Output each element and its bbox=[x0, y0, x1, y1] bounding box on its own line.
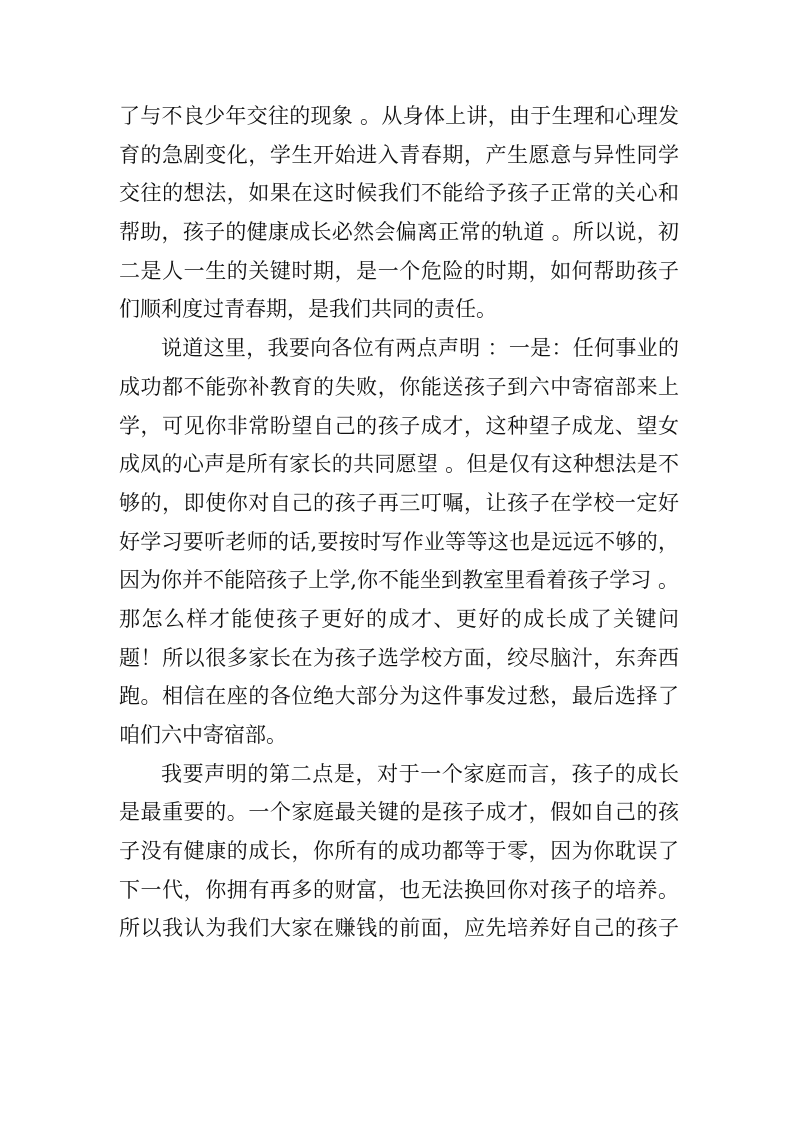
text-line: 下一代，你拥有再多的财富，也无法换回你对孩子的培养。 bbox=[119, 877, 679, 902]
body-text bbox=[119, 97, 679, 948]
text-line: 们顺利度过青春期，是我们共同的责任。 bbox=[119, 297, 497, 322]
text-line: 题！所以很多家长在为孩子选学校方面，绞尽脑汁，东奔西 bbox=[119, 645, 679, 670]
text-line: 帮助，孩子的健康成长必然会偏离正常的轨道 。所以说，初 bbox=[119, 220, 679, 245]
text-line: 那怎么样才能使孩子更好的成才、更好的成长成了关键问 bbox=[119, 606, 679, 631]
paragraph-first-line: 我要声明的第二点是，对于一个家庭而言，孩子的成长 bbox=[161, 761, 679, 786]
text-line: 交往的想法，如果在这时候我们不能给予孩子正常的关心和 bbox=[119, 181, 679, 206]
text-line: 是最重要的。一个家庭最关键的是孩子成才，假如自己的孩 bbox=[119, 800, 679, 825]
text-line: 跑。相信在座的各位绝大部分为这件事发过愁，最后选择了 bbox=[119, 684, 679, 709]
text-line: 子没有健康的成长，你所有的成功都等于零，因为你耽误了 bbox=[119, 839, 679, 864]
text-line: 育的急剧变化，学生开始进入青春期，产生愿意与异性同学 bbox=[119, 142, 679, 167]
text-line: 学，可见你非常盼望自己的孩子成才，这种望子成龙、望女 bbox=[119, 413, 679, 438]
text-line: 所以我认为我们大家在赚钱的前面，应先培养好自己的孩子 bbox=[119, 916, 679, 941]
text-line: 成功都不能弥补教育的失败，你能送孩子到六中寄宿部来上 bbox=[119, 374, 679, 399]
paragraph-first-line: 说道这里，我要向各位有两点声明 ：一是：任何事业的 bbox=[161, 336, 679, 361]
text-line: 因为你并不能陪孩子上学,你不能坐到教室里看着孩子学习 。 bbox=[119, 568, 679, 593]
text-line: 咱们六中寄宿部。 bbox=[119, 723, 287, 747]
text-line: 够的，即使你对自己的孩子再三叮嘱，让孩子在学校一定好 bbox=[119, 490, 679, 515]
text-line: 好学习要听老师的话,要按时写作业等等这也是远远不够的， bbox=[119, 529, 679, 554]
text-line: 二是人一生的关键时期，是一个危险的时期，如何帮助孩子 bbox=[119, 258, 679, 283]
text-line: 了与不良少年交往的现象 。从身体上讲，由于生理和心理发 bbox=[119, 104, 679, 128]
text-line: 成凤的心声是所有家长的共同愿望 。但是仅有这种想法是不 bbox=[119, 452, 679, 477]
